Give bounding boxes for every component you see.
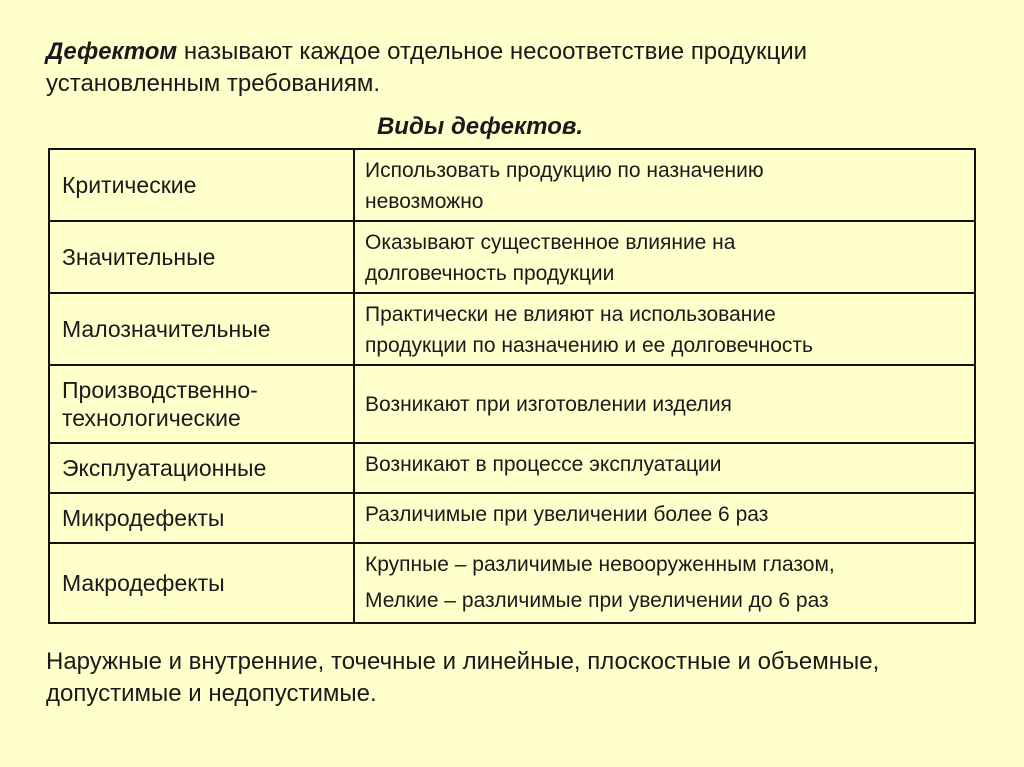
definition-body: называют каждое отдельное несоответствие продукции установленным требованиям. [46, 38, 808, 97]
defect-kind: Макродефекты [49, 543, 354, 623]
defect-kind: Микродефекты [49, 493, 354, 543]
description-line: Мелкие – различимые при увеличении до 6 раз [365, 589, 829, 612]
defect-description [354, 493, 975, 543]
description-line: невозможно [365, 190, 484, 213]
defect-description [354, 365, 975, 443]
table-title: Виды дефектов. [376, 113, 584, 140]
description-line: Крупные – различимые невооруженным глазом, [365, 553, 835, 576]
defect-description [354, 443, 975, 493]
description-line: Возникают при изготовлении изделия [365, 392, 732, 416]
table-row [49, 543, 975, 623]
defect-description [354, 543, 975, 623]
description-line: Оказывают существенное влияние на [365, 231, 736, 254]
defect-description [354, 221, 975, 293]
defect-kind: Эксплуатационные [49, 443, 354, 493]
description-line: Возникают в процессе эксплуатации [365, 453, 722, 476]
defect-description [354, 149, 975, 221]
description-line: Использовать продукцию по назначению [365, 159, 764, 182]
defect-types-table [48, 148, 976, 624]
definition-text [46, 36, 946, 100]
table-row [49, 293, 975, 365]
defect-kind: Критические [49, 149, 354, 221]
description-line: продукции по назначению и ее долговечность [365, 334, 813, 357]
defect-term: Дефектом [46, 38, 178, 65]
description-line: долговечность продукции [365, 262, 615, 285]
table-row [49, 221, 975, 293]
defect-kind: Значительные [49, 221, 354, 293]
description-line: Различимые при увеличении более 6 раз [365, 503, 769, 526]
table-row [49, 365, 975, 443]
defect-description [354, 293, 975, 365]
table-row [49, 443, 975, 493]
table-row [49, 493, 975, 543]
defect-kind: Малозначительные [49, 293, 354, 365]
defect-kind: Производственно-технологические [49, 365, 354, 443]
description-line: Практически не влияют на использование [365, 303, 776, 326]
table-row [49, 149, 975, 221]
other-defect-types-text: Наружные и внутренние, точечные и линейные, плоскостные и объемные, допустимые и недопустимые. [46, 648, 880, 707]
